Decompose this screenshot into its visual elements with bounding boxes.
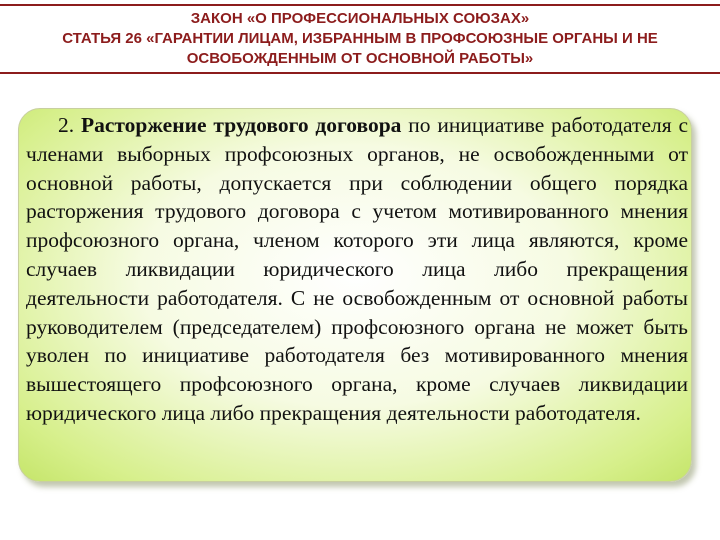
article-title: СТАТЬЯ 26 «ГАРАНТИИ ЛИЦАМ, ИЗБРАННЫМ В ПРОФСОЮЗНЫЕ ОРГАНЫ И НЕ — [62, 30, 658, 47]
article-paragraph — [26, 111, 688, 428]
paragraph-number: 2. — [58, 113, 75, 137]
paragraph-body: по инициативе работодателя с членами выборных профсоюзных органов, не освобожденными от основной работы, допускается при соблюдении общего порядка расторжения трудового договора с учетом мотивированного мнения профсоюзного органа, членом которого эти лица являются, кроме случаев ликвидации юридического лица либо прекращения деятельности работодателя. С не освобожденным от основной работы руководителем (председателем) профсоюзного органа не может быть уволен по инициативе работодателя без мотивированного мнения вышестоящего профсоюзного органа, кроме случаев ликвидации юридического лица либо прекращения деятельности работодателя. — [26, 113, 688, 425]
slide-header — [0, 4, 720, 74]
bold-phrase: Расторжение трудового договора — [80, 113, 402, 137]
law-title: ЗАКОН «О ПРОФЕССИОНАЛЬНЫХ СОЮЗАХ» — [190, 10, 530, 27]
article-title-continued: ОСВОБОЖДЕННЫМ ОТ ОСНОВНОЙ РАБОТЫ» — [186, 50, 534, 67]
